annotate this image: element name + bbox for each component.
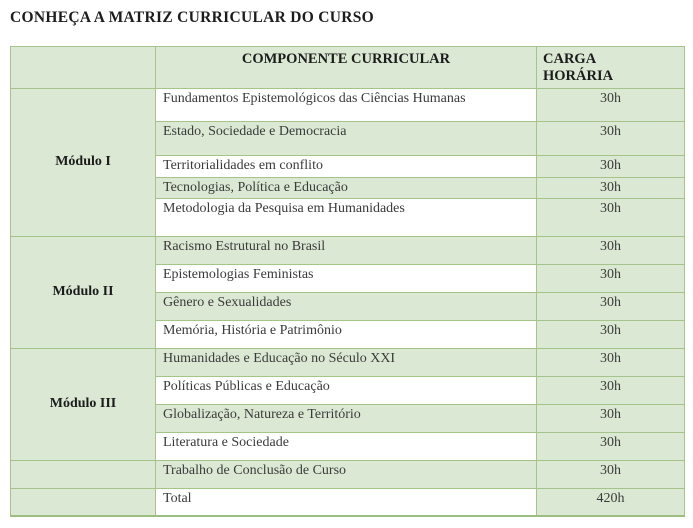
hours-cell: 30h: [537, 155, 685, 177]
component-cell: Total: [156, 489, 537, 516]
hours-cell: 30h: [537, 237, 685, 265]
table-row: [11, 349, 685, 377]
hours-cell: 30h: [537, 199, 685, 237]
header-hours-label: CARGA HORÁRIA: [543, 51, 614, 85]
curriculum-table: [10, 46, 685, 517]
header-component: COMPONENTE CURRICULAR: [156, 47, 537, 89]
hours-cell: 30h: [537, 265, 685, 293]
hours-cell: 30h: [537, 321, 685, 349]
hours-cell: 30h: [537, 177, 685, 199]
hours-cell: 30h: [537, 461, 685, 489]
page-title: CONHEÇA A MATRIZ CURRICULAR DO CURSO: [10, 9, 375, 26]
component-cell: Estado, Sociedade e Democracia: [156, 121, 537, 155]
component-cell: Racismo Estrutural no Brasil: [156, 237, 537, 265]
component-cell: Tecnologias, Política e Educação: [156, 177, 537, 199]
hours-cell: 30h: [537, 405, 685, 433]
table-row: [11, 489, 685, 516]
module-cell: Módulo II: [11, 237, 156, 349]
module-cell: Módulo III: [11, 349, 156, 461]
component-cell: Humanidades e Educação no Século XXI: [156, 349, 537, 377]
component-cell: Globalização, Natureza e Território: [156, 405, 537, 433]
component-cell: Metodologia da Pesquisa em Humanidades: [156, 199, 537, 237]
component-cell: Políticas Públicas e Educação: [156, 377, 537, 405]
table-row: [11, 88, 685, 121]
hours-cell: 420h: [537, 489, 685, 516]
hours-cell: 30h: [537, 377, 685, 405]
module-cell: Módulo I: [11, 88, 156, 237]
table-row: [11, 461, 685, 489]
component-cell: Gênero e Sexualidades: [156, 293, 537, 321]
module-cell: [11, 461, 156, 489]
table-header-row: [11, 47, 685, 89]
table-row: [11, 237, 685, 265]
hours-cell: 30h: [537, 121, 685, 155]
hours-cell: 30h: [537, 433, 685, 461]
component-cell: Literatura e Sociedade: [156, 433, 537, 461]
component-cell: Memória, História e Patrimônio: [156, 321, 537, 349]
table-body: [11, 88, 685, 516]
component-cell: Fundamentos Epistemológicos das Ciências Humanas: [156, 88, 537, 121]
hours-cell: 30h: [537, 293, 685, 321]
module-cell: [11, 489, 156, 516]
hours-cell: 30h: [537, 349, 685, 377]
component-cell: Territorialidades em conflito: [156, 155, 537, 177]
component-cell: Epistemologias Feministas: [156, 265, 537, 293]
hours-cell: 30h: [537, 88, 685, 121]
component-cell: Trabalho de Conclusão de Curso: [156, 461, 537, 489]
header-hours: [537, 47, 685, 89]
header-empty-cell: [11, 47, 156, 89]
